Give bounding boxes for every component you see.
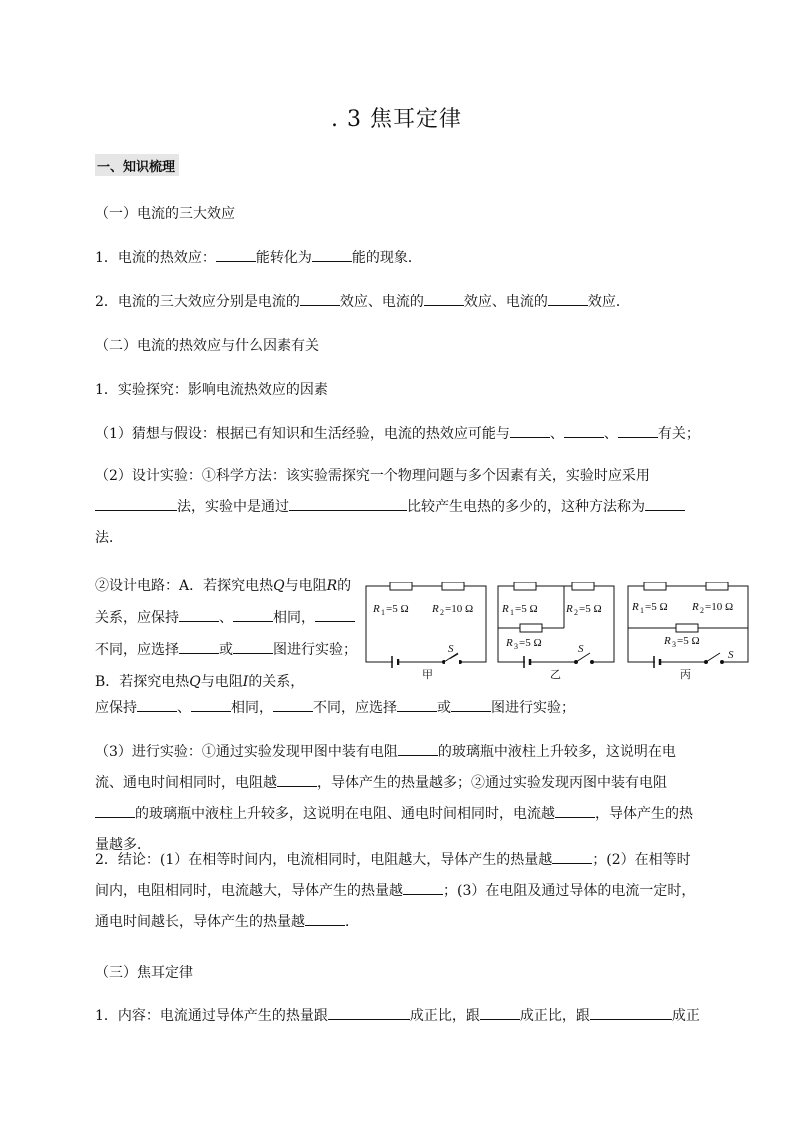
jia-r2-symbol: R bbox=[432, 603, 439, 615]
q1-text-c: 能的现象． bbox=[351, 250, 422, 266]
answer-blank[interactable] bbox=[548, 291, 588, 306]
experiment-title: 1．实验探究：影响电流热效应的因素 bbox=[95, 382, 328, 398]
q2-text-d: 效应． bbox=[587, 294, 630, 310]
guess-text-d: 有关； bbox=[657, 426, 700, 442]
yi-r2-value: =5 Ω bbox=[579, 603, 602, 615]
bing-r1-value: =5 Ω bbox=[645, 601, 668, 613]
design-paragraph bbox=[95, 461, 700, 554]
circuit-design-text bbox=[95, 570, 357, 698]
circuit-diagrams bbox=[362, 582, 752, 682]
yi-r3-symbol: R bbox=[506, 637, 513, 649]
answer-blank[interactable] bbox=[179, 607, 219, 622]
answer-blank[interactable] bbox=[300, 291, 340, 306]
answer-blank[interactable] bbox=[95, 803, 135, 818]
bing-r3-value: =5 Ω bbox=[677, 635, 700, 647]
yi-r3-sub: 3 bbox=[514, 642, 518, 651]
content-text-d: 成正 bbox=[671, 1008, 700, 1024]
conclusion-text-b: ；(2）在相等时间内，电阻相同时，电流越大，导体产生的热量越 bbox=[95, 852, 691, 899]
jia-r1-sub: 1 bbox=[381, 608, 385, 617]
ct-g: 或 bbox=[219, 642, 233, 658]
answer-blank[interactable] bbox=[398, 741, 438, 756]
var-q: Q bbox=[273, 578, 285, 594]
design-text-c: 比较产生电热的多少的，这种方法称为 bbox=[407, 499, 645, 515]
q2-text-c: 效应、电流的 bbox=[463, 294, 548, 310]
jia-r1-symbol: R bbox=[373, 603, 380, 615]
jia-label: 甲 bbox=[422, 668, 433, 681]
yi-r2-symbol: R bbox=[566, 603, 573, 615]
ct-i: 行实验；B．若探究电热 bbox=[95, 642, 357, 690]
answer-blank[interactable] bbox=[328, 1005, 410, 1020]
conduct-text-d: 的玻璃瓶中液柱上升较多，这说明在电阻、通电时间相同时，电流越 bbox=[135, 806, 555, 822]
ct-h: 图进 bbox=[273, 642, 301, 658]
answer-blank[interactable] bbox=[564, 423, 604, 438]
subheading-joule-law: （三）焦耳定律 bbox=[95, 965, 193, 981]
answer-blank[interactable] bbox=[273, 697, 313, 712]
ct-p: 或 bbox=[437, 700, 451, 716]
ct-j: 与电阻 bbox=[200, 674, 243, 690]
answer-blank[interactable] bbox=[315, 607, 355, 622]
circuit-bing bbox=[628, 582, 748, 681]
jia-r2-value: =10 Ω bbox=[445, 603, 474, 615]
section-heading: 一、知识梳理 bbox=[95, 154, 179, 176]
answer-blank[interactable] bbox=[191, 697, 231, 712]
guess-text-c: 、 bbox=[603, 426, 618, 442]
answer-blank[interactable] bbox=[277, 772, 317, 787]
jia-r2-sub: 2 bbox=[440, 608, 444, 617]
conduct-paragraph bbox=[95, 737, 700, 861]
answer-blank[interactable] bbox=[480, 1005, 520, 1020]
conduct-text-b: 的玻璃瓶中液柱上升较多，这说明在电流、通电时间相同时，电阻越 bbox=[95, 744, 676, 791]
bing-r1-sub: 1 bbox=[640, 606, 644, 615]
answer-blank[interactable] bbox=[305, 911, 345, 926]
design-text-d: 法． bbox=[95, 530, 123, 546]
answer-blank[interactable] bbox=[645, 496, 685, 511]
answer-blank[interactable] bbox=[451, 697, 491, 712]
answer-blank[interactable] bbox=[95, 496, 177, 511]
ct-e: 相同， bbox=[273, 610, 315, 626]
jia-switch-label: S bbox=[448, 643, 454, 655]
subheading-factors: （二）电流的热效应与什么因素有关 bbox=[95, 338, 319, 354]
yi-label: 乙 bbox=[550, 668, 561, 681]
ct-a: ②设计电路：A．若探究电热 bbox=[95, 578, 274, 594]
design-text-a: （2）设计实验：①科学方法：该实验需探究一个物理问题与多个因素有关，实验时应采用 bbox=[95, 468, 650, 484]
guess-line bbox=[95, 423, 700, 443]
answer-blank[interactable] bbox=[233, 607, 273, 622]
ct-s: 图进行实验； bbox=[491, 700, 575, 716]
bing-r2-symbol: R bbox=[692, 601, 699, 613]
page-title: . 3 焦耳定律 bbox=[331, 107, 462, 132]
content-text-b: 成正比，跟 bbox=[409, 1008, 480, 1024]
ct-k: 的关系， bbox=[248, 674, 305, 690]
conclusion-text-a: 2．结论：(1）在相等时间内，电流相同时，电阻越大，导体产生的热量越 bbox=[95, 852, 553, 868]
yi-switch-label: S bbox=[578, 643, 584, 655]
answer-blank[interactable] bbox=[424, 291, 464, 306]
q1-text-b: 能转化为 bbox=[255, 250, 312, 266]
answer-blank[interactable] bbox=[555, 803, 595, 818]
bing-r2-value: =10 Ω bbox=[705, 601, 734, 613]
yi-r3-value: =5 Ω bbox=[519, 637, 542, 649]
conduct-text-a: （3）进行实验：①通过实验发现甲图中装有电阻 bbox=[95, 744, 398, 760]
ct-b: 与电阻 bbox=[284, 578, 327, 594]
ct-l: 应保持 bbox=[95, 700, 137, 716]
yi-r2-sub: 2 bbox=[574, 608, 578, 617]
answer-blank[interactable] bbox=[216, 247, 256, 262]
conclusion-text-d: ． bbox=[345, 914, 359, 930]
answer-blank[interactable] bbox=[590, 1005, 672, 1020]
question-2 bbox=[95, 291, 630, 311]
circuit-yi bbox=[498, 582, 614, 681]
ct-d: 、 bbox=[219, 610, 233, 626]
q1-text-a: 1．电流的热效应： bbox=[95, 250, 216, 266]
answer-blank[interactable] bbox=[312, 247, 352, 262]
bing-switch-label: S bbox=[728, 649, 734, 661]
answer-blank[interactable] bbox=[552, 849, 592, 864]
circuit-design-text-continued bbox=[95, 697, 575, 717]
answer-blank[interactable] bbox=[137, 697, 177, 712]
guess-text-a: （1）猜想与假设：根据已有知识和生活经验，电流的热效应可能与 bbox=[95, 426, 510, 442]
bing-label: 丙 bbox=[680, 668, 691, 681]
subheading-effects: （一）电流的三大效应 bbox=[95, 206, 235, 222]
content-text-c: 成正比，跟 bbox=[519, 1008, 590, 1024]
yi-r1-sub: 1 bbox=[510, 608, 514, 617]
ct-m: 、 bbox=[177, 700, 191, 716]
bing-r1-symbol: R bbox=[632, 601, 639, 613]
content-text-a: 1．内容：电流通过导体产生的热量跟 bbox=[95, 1008, 328, 1024]
var-q: Q bbox=[189, 674, 201, 690]
yi-r1-value: =5 Ω bbox=[515, 603, 538, 615]
design-text-b: 法，实验中是通过 bbox=[177, 499, 289, 515]
q2-text-a: 2．电流的三大效应分别是电流的 bbox=[95, 294, 300, 310]
bing-r3-sub: 3 bbox=[672, 640, 676, 649]
answer-blank[interactable] bbox=[618, 423, 658, 438]
answer-blank[interactable] bbox=[403, 880, 443, 895]
ct-n: 相同， bbox=[231, 700, 273, 716]
conduct-text-c: ，导体产生的热量越多；②通过实验发现丙图中装有电阻 bbox=[317, 775, 667, 791]
answer-blank[interactable] bbox=[179, 639, 219, 654]
bing-r3-symbol: R bbox=[664, 635, 671, 647]
bing-r2-sub: 2 bbox=[700, 606, 704, 615]
content-line bbox=[95, 1005, 700, 1025]
ct-o: 不同，应选择 bbox=[313, 700, 397, 716]
circuit-jia bbox=[366, 582, 486, 681]
var-r: R bbox=[326, 578, 338, 594]
answer-blank[interactable] bbox=[289, 496, 407, 511]
answer-blank[interactable] bbox=[510, 423, 550, 438]
guess-text-b: 、 bbox=[549, 426, 564, 442]
q2-text-b: 效应、电流的 bbox=[339, 294, 424, 310]
yi-r1-symbol: R bbox=[502, 603, 509, 615]
var-i: I bbox=[242, 674, 249, 690]
conclusion-paragraph bbox=[95, 845, 700, 938]
answer-blank[interactable] bbox=[233, 639, 273, 654]
jia-r1-value: =5 Ω bbox=[386, 603, 409, 615]
answer-blank[interactable] bbox=[397, 697, 437, 712]
question-1 bbox=[95, 247, 422, 267]
ct-f: 不同，应选择 bbox=[95, 642, 179, 658]
conclusion-text-c: ；(3）在电阻及通过导体的电流一定时，通电时间越长，导体产生的热量越 bbox=[95, 883, 696, 930]
ct-c: 的关系，应保持 bbox=[95, 578, 352, 626]
conduct-text-e: ，导体产生的热量越多． bbox=[95, 806, 693, 853]
